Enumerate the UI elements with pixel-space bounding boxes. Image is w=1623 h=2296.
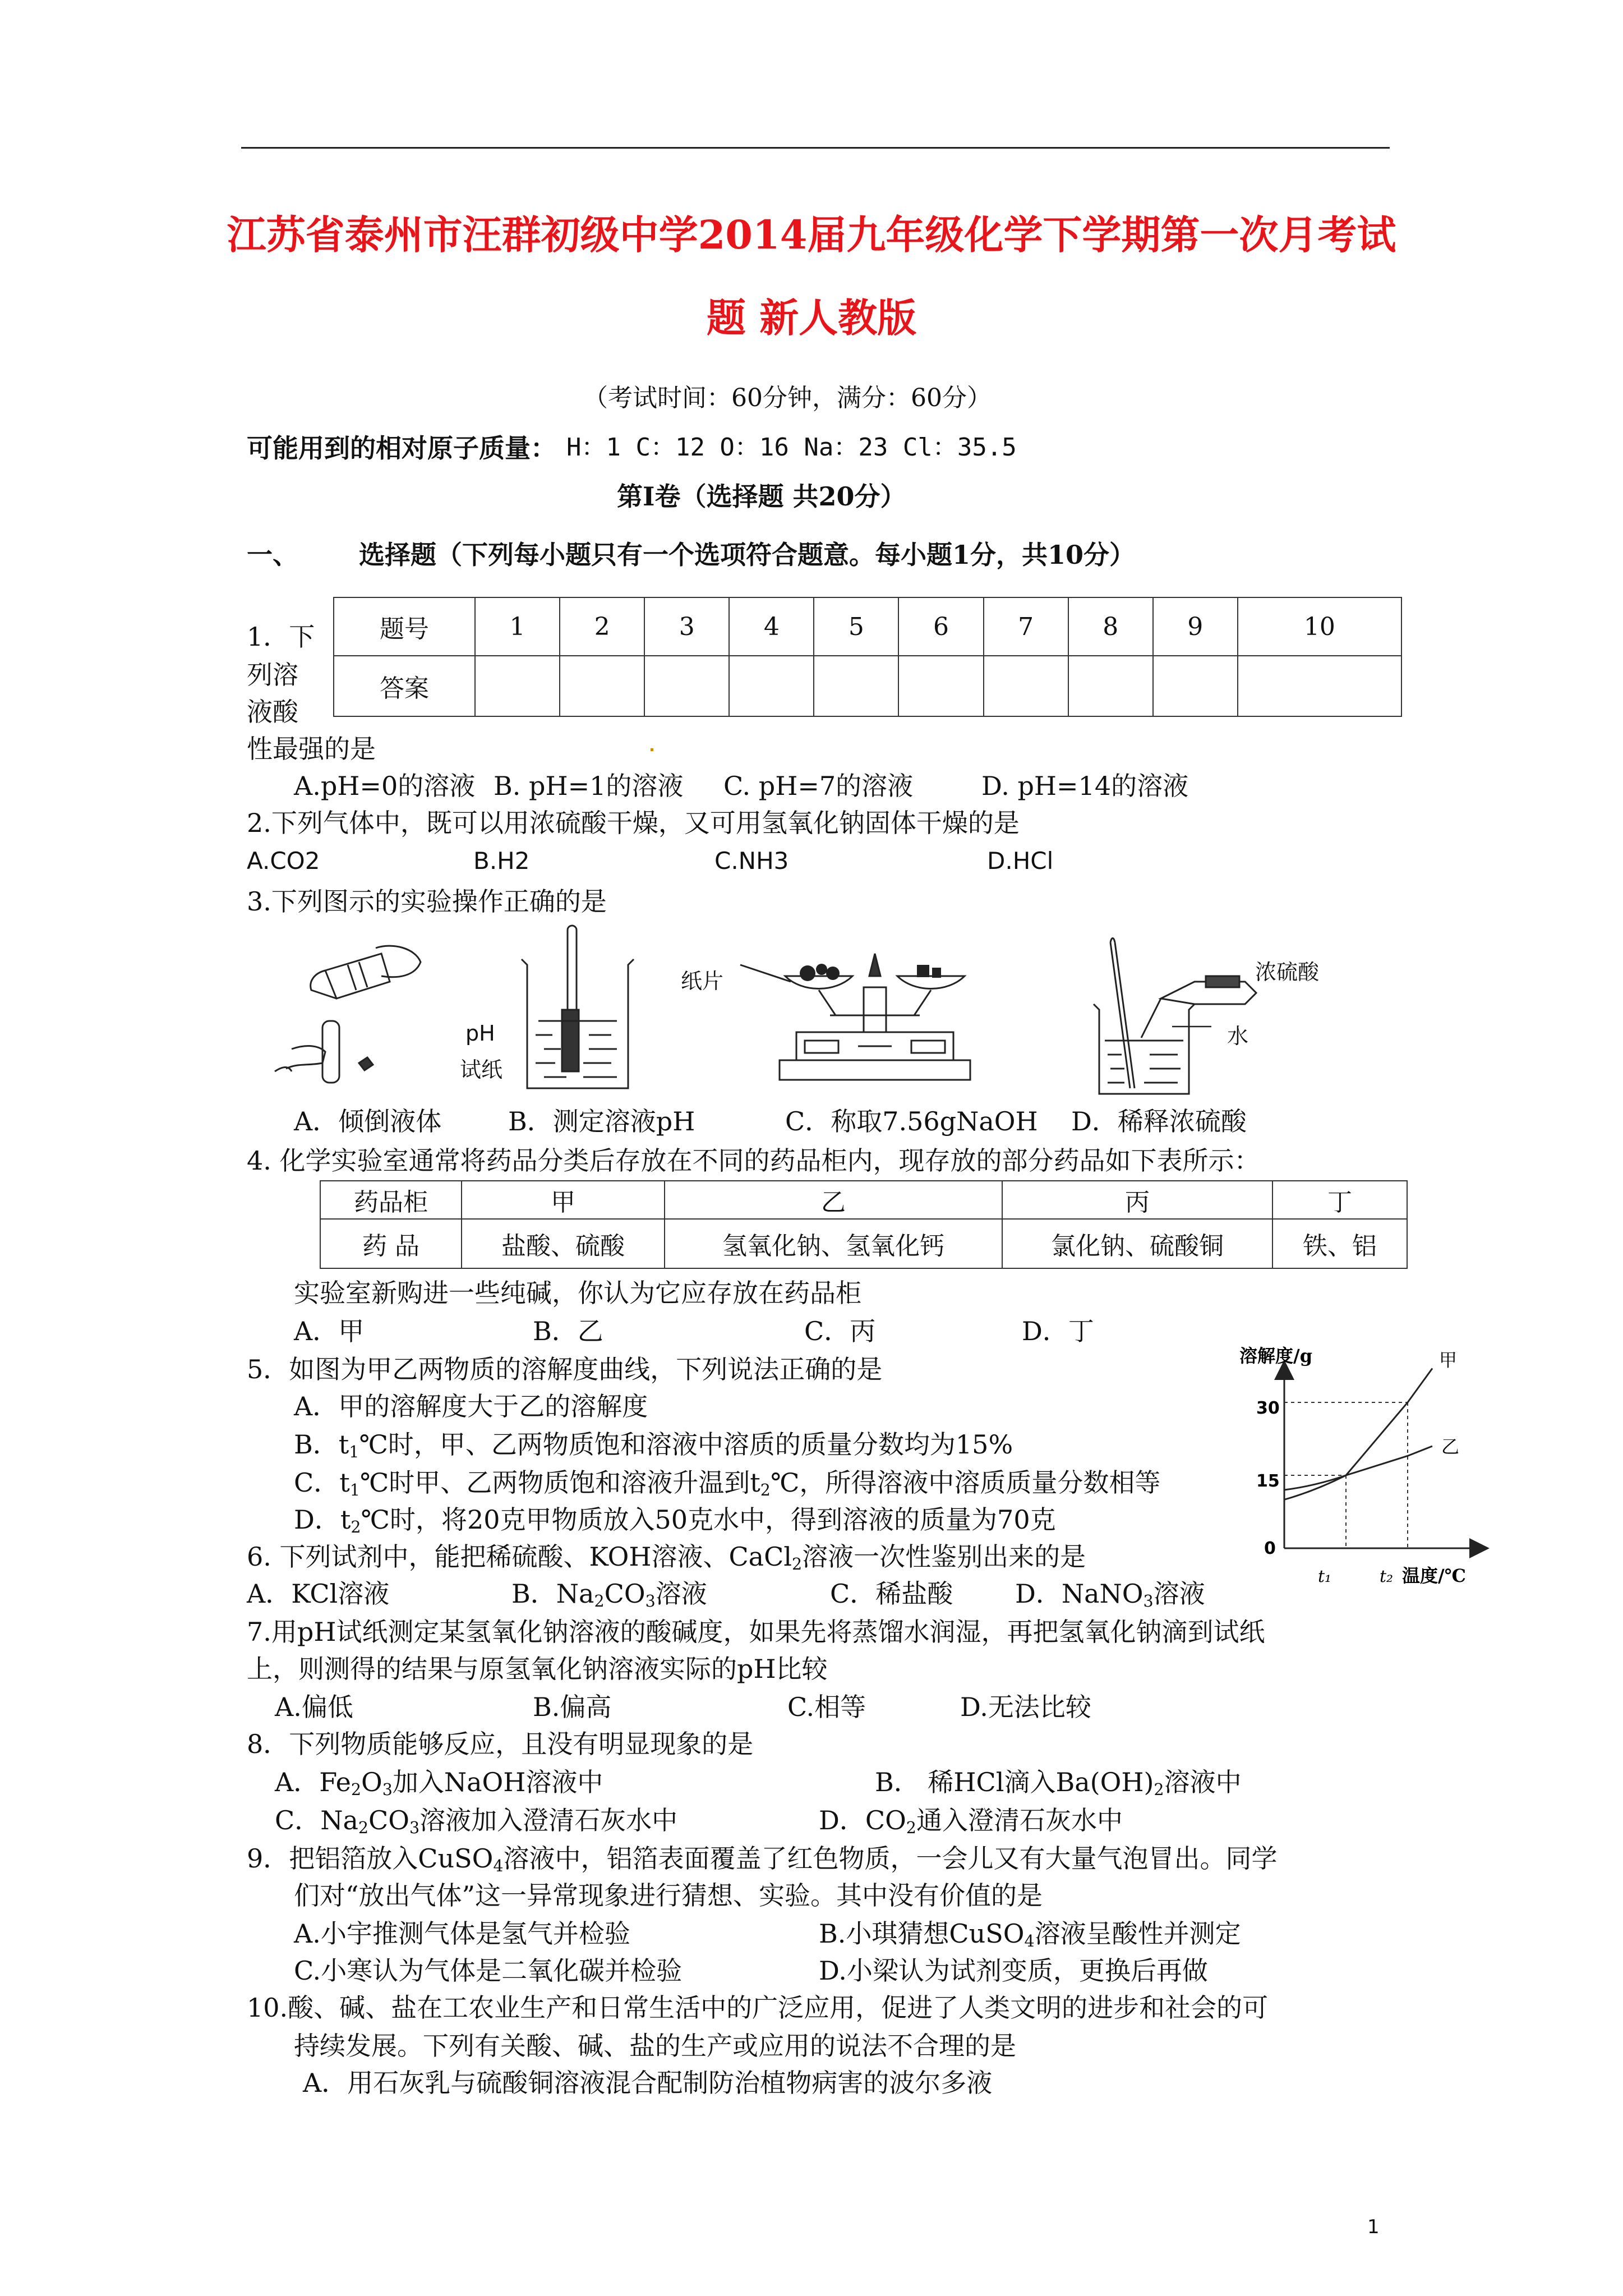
answer-table-number: 1 <box>475 597 560 656</box>
q2-option-c[interactable]: C.NH3 <box>714 847 789 875</box>
label-ph: pH <box>465 1021 495 1046</box>
x-axis-label: 温度/℃ <box>1402 1565 1467 1586</box>
q9-option-b[interactable]: B.小琪猜想CuSO$_4$溶液呈酸性并测定 <box>819 1918 1241 1951</box>
q3-option-a[interactable]: A．倾倒液体 <box>294 1106 442 1137</box>
answer-table-number: 5 <box>814 597 898 656</box>
answer-table <box>333 597 1402 717</box>
drug-cabinet-table <box>320 1180 1408 1269</box>
answer-cell[interactable] <box>1238 656 1401 716</box>
cabinet-cell: 氯化钠、硫酸铜 <box>1002 1219 1272 1268</box>
answer-cell[interactable] <box>475 656 560 716</box>
y-tick-label: 15 <box>1256 1471 1280 1491</box>
q9-option-d[interactable]: D.小梁认为试剂变质，更换后再做 <box>819 1955 1208 1986</box>
cabinet-header: 药品柜 <box>320 1181 462 1219</box>
q3-option-b[interactable]: B．测定溶液pH <box>508 1106 695 1137</box>
q7-stem: 上，则测得的结果与原氢氧化钠溶液实际的pH比较 <box>247 1654 828 1684</box>
q6-option-c[interactable]: C．稀盐酸 <box>830 1579 953 1609</box>
q1-option-b[interactable]: B. pH=1的溶液 <box>494 771 684 801</box>
q8-option-b[interactable]: B． 稀HCl滴入$Ba(OH)_2$溶液中 <box>875 1767 1242 1800</box>
q4-follow: 实验室新购进一些纯碱，你认为它应存放在药品柜 <box>294 1278 861 1308</box>
q7-stem: 7.用pH试纸测定某氢氧化钠溶液的酸碱度，如果先将蒸馏水润湿，再把氢氧化钠滴到试纸 <box>247 1617 1265 1647</box>
q8-option-c[interactable]: C．$Na_2CO_3$溶液加入澄清石灰水中 <box>275 1805 678 1838</box>
q2-option-a[interactable]: A.CO2 <box>247 847 320 875</box>
series-label-jia: 甲 <box>1439 1349 1458 1371</box>
q7-option-c[interactable]: C.相等 <box>787 1692 866 1722</box>
q3-stem: 3.下列图示的实验操作正确的是 <box>247 886 607 917</box>
q1-stem: 列溶 <box>247 660 298 690</box>
label-paper-sheet: 纸片 <box>681 969 724 993</box>
answer-table-number: 10 <box>1238 597 1401 656</box>
q6-option-d[interactable]: D．NaNO$_3$溶液 <box>1015 1579 1205 1611</box>
stray-dot <box>651 748 653 751</box>
cabinet-cell: 铁、铝 <box>1272 1219 1407 1268</box>
q10-stem: 10.酸、碱、盐在工农业生产和日常生活中的广泛应用，促进了人类文明的进步和社会的可 <box>247 1993 1269 2023</box>
atomic-mass-label: 可能用到的相对原子质量： <box>247 433 556 463</box>
x-tick-label: t₂ <box>1380 1567 1394 1586</box>
y-tick-label: 0 <box>1264 1539 1276 1558</box>
q9-option-c[interactable]: C.小寒认为气体是二氧化碳并检验 <box>294 1955 683 1986</box>
cabinet-cell: 盐酸、硫酸 <box>462 1219 665 1268</box>
q10-stem: 持续发展。下列有关酸、碱、盐的生产或应用的说法不合理的是 <box>294 2031 1016 2061</box>
q5-option-d[interactable]: D．$t_2℃$时，将20克甲物质放入50克水中，得到溶液的质量为70克 <box>294 1504 1056 1537</box>
answer-table-header-label: 题号 <box>334 597 475 656</box>
cabinet-row-label: 药 品 <box>320 1219 462 1268</box>
q1-option-c[interactable]: C. pH=7的溶液 <box>723 771 914 801</box>
q2-option-d[interactable]: D.HCl <box>987 847 1054 875</box>
document-title-line1: 江苏省泰州市汪群初级中学2014届九年级化学下学期第一次月考试 <box>227 211 1396 258</box>
label-water: 水 <box>1227 1024 1249 1048</box>
pointer-line <box>735 954 802 987</box>
answer-cell[interactable] <box>1153 656 1238 716</box>
q8-option-d[interactable]: D．$CO_2$通入澄清石灰水中 <box>819 1805 1123 1838</box>
answer-table-number: 7 <box>984 597 1068 656</box>
y-axis-label: 溶解度/g <box>1239 1346 1313 1366</box>
answer-cell[interactable] <box>814 656 898 716</box>
answer-table-number: 9 <box>1153 597 1238 656</box>
x-tick-label: t₁ <box>1318 1567 1332 1586</box>
cabinet-cell: 氢氧化钠、氢氧化钙 <box>665 1219 1002 1268</box>
part1-header: 第Ⅰ卷（选择题 共20分） <box>617 481 906 512</box>
q6-option-b[interactable]: B．$Na_2CO_3$溶液 <box>511 1579 707 1611</box>
series-label-yi: 乙 <box>1441 1436 1460 1457</box>
cabinet-header: 甲 <box>462 1181 665 1219</box>
q1-stem: 液酸 <box>247 697 298 727</box>
q7-option-a[interactable]: A.偏低 <box>275 1692 353 1722</box>
figure-ph-measurement <box>505 920 651 1099</box>
q8-stem: 8．下列物质能够反应，且没有明显现象的是 <box>247 1729 754 1759</box>
q9-stem: 们对“放出气体”这一异常现象进行猜想、实验。其中没有价值的是 <box>294 1880 1043 1911</box>
q9-option-a[interactable]: A.小宇推测气体是氢气并检验 <box>294 1918 630 1949</box>
q10-option-a[interactable]: A．用石灰乳与硫酸铜溶液混合配制防治植物病害的波尔多液 <box>303 2068 993 2098</box>
q4-option-a[interactable]: A．甲 <box>294 1316 365 1346</box>
series-line-jia <box>1284 1368 1432 1499</box>
q4-option-d[interactable]: D．丁 <box>1022 1316 1094 1346</box>
cabinet-header: 乙 <box>665 1181 1002 1219</box>
q4-option-b[interactable]: B．乙 <box>533 1316 603 1346</box>
document-title-line2: 题 新人教版 <box>706 295 917 341</box>
q5-option-b[interactable]: B．$t_1℃$时，甲、乙两物质饱和溶液中溶质的质量分数均为15% <box>294 1429 1013 1462</box>
answer-table-number: 6 <box>898 597 983 656</box>
answer-table-answer-label: 答案 <box>334 656 475 716</box>
solubility-chart <box>1239 1346 1497 1593</box>
q5-option-a[interactable]: A．甲的溶解度大于乙的溶解度 <box>294 1391 648 1421</box>
q4-option-c[interactable]: C．丙 <box>804 1316 876 1346</box>
answer-cell[interactable] <box>560 656 644 716</box>
q2-option-b[interactable]: B.H2 <box>473 847 530 875</box>
figure-pouring-liquid <box>264 937 432 1094</box>
exam-info: （考试时间：60分钟，满分：60分） <box>583 384 992 412</box>
q1-option-a[interactable]: A.pH=0的溶液 <box>294 771 476 801</box>
header-rule <box>241 147 1390 149</box>
series-line-yi <box>1284 1446 1432 1490</box>
q6-stem: 6. 下列试剂中，能把稀硫酸、KOH溶液、CaCl$_2$溶液一次性鉴别出来的是 <box>247 1542 1086 1574</box>
atomic-mass-values: H：1 C：12 O：16 Na：23 Cl：35.5 <box>566 433 1017 462</box>
q6-option-a[interactable]: A．KCl溶液 <box>247 1579 390 1609</box>
q4-stem: 4. 化学实验室通常将药品分类后存放在不同的药品柜内，现存放的部分药品如下表所示： <box>247 1145 1260 1176</box>
q1-stem: 性最强的是 <box>247 734 376 764</box>
figure-dilute-acid <box>1088 920 1267 1105</box>
q5-option-c[interactable]: C．$t_1℃$时甲、乙两物质饱和溶液升温到$t_2℃$，所得溶液中溶质质量分数相等 <box>294 1467 1161 1500</box>
q5-stem: 5．如图为甲乙两物质的溶解度曲线，下列说法正确的是 <box>247 1354 883 1384</box>
cabinet-header: 丙 <box>1002 1181 1272 1219</box>
section1-title: 选择题（下列每小题只有一个选项符合题意。每小题1分，共10分） <box>359 540 1136 570</box>
answer-table-number: 8 <box>1068 597 1153 656</box>
cabinet-header: 丁 <box>1272 1181 1407 1219</box>
q8-option-a[interactable]: A．$Fe_2O_3$加入NaOH溶液中 <box>275 1767 603 1800</box>
q7-option-b[interactable]: B.偏高 <box>533 1692 612 1722</box>
q7-option-d[interactable]: D.无法比较 <box>960 1692 1091 1722</box>
q1-option-d[interactable]: D. pH=14的溶液 <box>981 771 1189 801</box>
answer-cell[interactable] <box>898 656 983 716</box>
answer-table-number: 3 <box>644 597 729 656</box>
y-tick-label: 30 <box>1256 1398 1280 1418</box>
answer-table-number: 4 <box>729 597 814 656</box>
q3-option-c[interactable]: C．称取7.56gNaOH <box>785 1106 1038 1137</box>
answer-cell[interactable] <box>729 656 814 716</box>
answer-cell[interactable] <box>1068 656 1153 716</box>
answer-table-number: 2 <box>560 597 644 656</box>
answer-cell[interactable] <box>644 656 729 716</box>
answer-cell[interactable] <box>984 656 1068 716</box>
page-number: 1 <box>1367 2216 1380 2238</box>
q9-stem: 9．把铝箔放入CuSO$_4$溶液中，铝箔表面覆盖了红色物质，一会儿又有大量气泡冒出。同学 <box>247 1843 1278 1876</box>
q2-stem: 2.下列气体中，既可以用浓硫酸干燥，又可用氢氧化钠固体干燥的是 <box>247 808 1020 838</box>
q1-stem: 1．下 <box>247 622 315 652</box>
section1-number: 一、 <box>247 540 298 570</box>
q3-option-d[interactable]: D．稀释浓硫酸 <box>1071 1106 1247 1137</box>
label-test-paper: 试纸 <box>460 1057 503 1082</box>
label-conc-acid: 浓硫酸 <box>1255 960 1320 984</box>
